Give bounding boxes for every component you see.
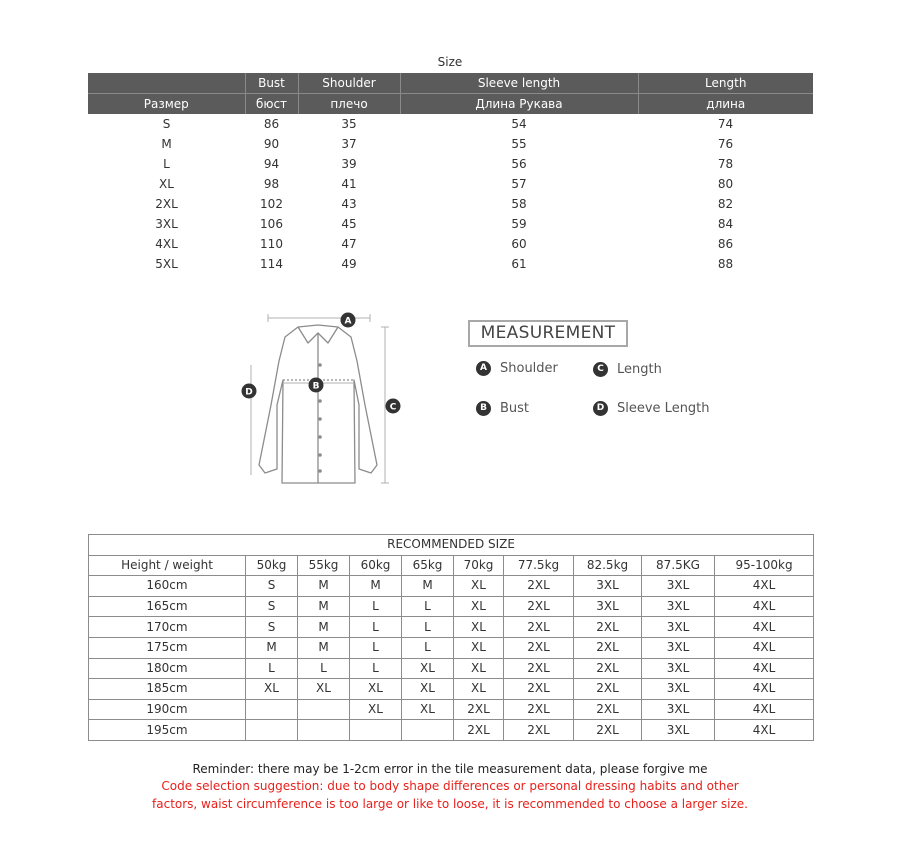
size-cell: 54: [511, 117, 527, 131]
recommended-cell: 2XL: [504, 658, 574, 679]
recommended-cell: 2XL: [504, 679, 574, 700]
size-cell: 4XL: [155, 237, 178, 251]
size-cell: 102: [260, 197, 283, 211]
recommended-cell: 2XL: [504, 637, 574, 658]
size-cell: 61: [511, 257, 527, 271]
size-cell: 58: [511, 197, 527, 211]
recommended-cell: M: [246, 637, 298, 658]
recommended-cell: S: [246, 617, 298, 638]
recommended-cell: 3XL: [642, 699, 715, 720]
size-row: [88, 114, 813, 134]
recommended-cell: 2XL: [574, 617, 642, 638]
recommended-cell: [298, 720, 350, 741]
size-cell: 84: [717, 217, 734, 231]
size-cell: 82: [717, 197, 734, 211]
recommended-cell: 3XL: [642, 576, 715, 597]
size-cell: 2XL: [155, 197, 178, 211]
svg-text:A: A: [344, 316, 352, 327]
recommended-cell: L: [350, 617, 402, 638]
recommended-cell: XL: [454, 658, 504, 679]
size-cell: 35: [341, 117, 357, 131]
recommended-cell: L: [402, 617, 454, 638]
recommended-cell: 185cm: [89, 679, 246, 700]
recommended-cell: S: [246, 596, 298, 617]
recommended-cell: XL: [454, 576, 504, 597]
size-cell: M: [161, 137, 172, 151]
recommended-header-row: [89, 555, 814, 576]
size-cell: 43: [341, 197, 357, 211]
suggestion-text-line1: Code selection suggestion: due to body shape differences or personal dressing habits and other: [161, 779, 739, 793]
recommended-cell: 165cm: [89, 596, 246, 617]
recommended-cell: L: [350, 596, 402, 617]
svg-text:D: D: [245, 387, 253, 398]
size-header-ru: [88, 94, 813, 115]
size-cell: 74: [717, 117, 734, 131]
header-cell: Размер: [88, 94, 245, 115]
header-cell: плечо: [298, 94, 400, 115]
recommended-header-cell: 82.5kg: [574, 555, 642, 576]
svg-text:B: B: [312, 381, 320, 392]
recommended-header-cell: 50kg: [246, 555, 298, 576]
recommended-cell: 3XL: [642, 720, 715, 741]
size-cell: 57: [511, 177, 527, 191]
recommended-cell: XL: [454, 637, 504, 658]
size-cell: 78: [717, 157, 734, 171]
recommended-header-cell: 95-100kg: [715, 555, 814, 576]
size-row: [88, 174, 813, 194]
legend-bust: [476, 401, 529, 416]
svg-text:C: C: [389, 402, 397, 413]
header-cell: Shoulder: [298, 73, 400, 94]
recommended-header-cell: 70kg: [454, 555, 504, 576]
size-cell: 94: [263, 157, 280, 171]
badge-d-icon: [242, 384, 257, 399]
recommended-cell: XL: [350, 679, 402, 700]
size-cell: 90: [263, 137, 280, 151]
recommended-cell: 2XL: [574, 679, 642, 700]
recommended-row: [89, 617, 814, 638]
recommended-cell: 2XL: [574, 658, 642, 679]
size-header-en: [88, 73, 813, 94]
recommended-cell: L: [402, 596, 454, 617]
size-row: [88, 134, 813, 154]
size-cell: 88: [717, 257, 734, 271]
recommended-cell: [350, 720, 402, 741]
size-cell: 86: [717, 237, 734, 251]
recommended-row: [89, 699, 814, 720]
recommended-row: [89, 720, 814, 741]
recommended-cell: 3XL: [642, 637, 715, 658]
recommended-cell: 4XL: [715, 637, 814, 658]
size-cell: 47: [341, 237, 357, 251]
badge-d-icon: D: [593, 401, 608, 416]
recommended-cell: 195cm: [89, 720, 246, 741]
recommended-cell: XL: [298, 679, 350, 700]
recommended-cell: 160cm: [89, 576, 246, 597]
recommended-cell: L: [298, 658, 350, 679]
badge-b-icon: B: [476, 401, 491, 416]
size-cell: 55: [511, 137, 527, 151]
legend-shoulder: [476, 361, 558, 376]
recommended-cell: 2XL: [574, 637, 642, 658]
recommended-header-cell: 65kg: [402, 555, 454, 576]
header-cell: бюст: [245, 94, 298, 115]
recommended-header-cell: 55kg: [298, 555, 350, 576]
recommended-cell: XL: [454, 596, 504, 617]
recommended-row: [89, 658, 814, 679]
legend-label: Bust: [500, 401, 530, 416]
size-row: [88, 154, 813, 174]
recommended-row: [89, 637, 814, 658]
size-cell: 110: [260, 237, 283, 251]
shirt-diagram: [225, 305, 415, 495]
suggestion-text-line2: factors, waist circumference is too large or like to loose, it is recommended to choose a larger size.: [152, 797, 748, 811]
size-cell: 86: [263, 117, 280, 131]
recommended-cell: 2XL: [454, 720, 504, 741]
recommended-cell: 190cm: [89, 699, 246, 720]
size-cell: S: [162, 117, 171, 131]
recommended-cell: [246, 699, 298, 720]
recommended-cell: L: [402, 637, 454, 658]
size-row: [88, 194, 813, 214]
size-cell: 80: [717, 177, 734, 191]
size-cell: 106: [260, 217, 283, 231]
size-row: [88, 254, 813, 274]
recommended-title: RECOMMENDED SIZE: [89, 535, 814, 556]
recommended-header-cell: 60kg: [350, 555, 402, 576]
size-chart-title: Size: [437, 55, 463, 69]
recommended-cell: XL: [350, 699, 402, 720]
size-cell: 59: [511, 217, 527, 231]
legend-length: [593, 362, 662, 377]
size-cell: XL: [159, 177, 174, 191]
header-cell: Length: [638, 73, 813, 94]
legend-label: Sleeve Length: [617, 401, 710, 416]
recommended-cell: 3XL: [642, 596, 715, 617]
recommended-cell: XL: [402, 658, 454, 679]
legend-label: Shoulder: [500, 361, 558, 376]
shirt-outline-icon: [259, 325, 377, 483]
recommended-cell: M: [350, 576, 402, 597]
header-cell: Bust: [245, 73, 298, 94]
recommended-cell: 4XL: [715, 596, 814, 617]
recommended-row: [89, 679, 814, 700]
recommended-cell: M: [402, 576, 454, 597]
recommended-cell: 3XL: [642, 617, 715, 638]
recommended-cell: 2XL: [504, 596, 574, 617]
recommended-cell: XL: [454, 617, 504, 638]
badge-a-icon: [341, 313, 356, 328]
size-cell: 60: [511, 237, 527, 251]
recommended-row: [89, 596, 814, 617]
size-cell: 114: [260, 257, 283, 271]
recommended-cell: [246, 720, 298, 741]
size-row: [88, 214, 813, 234]
reminder-text: Reminder: there may be 1-2cm error in the tile measurement data, please forgive me: [192, 762, 708, 776]
recommended-cell: M: [298, 617, 350, 638]
recommended-cell: 3XL: [574, 596, 642, 617]
recommended-cell: L: [246, 658, 298, 679]
badge-b-icon: [309, 378, 324, 393]
recommended-cell: 2XL: [504, 699, 574, 720]
legend-label: Length: [617, 362, 662, 377]
recommended-cell: 4XL: [715, 679, 814, 700]
header-cell: [88, 73, 245, 94]
size-cell: 37: [341, 137, 357, 151]
recommended-cell: XL: [402, 699, 454, 720]
badge-c-icon: C: [593, 362, 608, 377]
header-cell: Длина Рукава: [400, 94, 638, 115]
recommended-cell: 4XL: [715, 658, 814, 679]
recommended-cell: XL: [402, 679, 454, 700]
recommended-header-cell: Height / weight: [89, 555, 246, 576]
recommended-cell: 180cm: [89, 658, 246, 679]
badge-a-icon: A: [476, 361, 491, 376]
size-cell: 3XL: [155, 217, 178, 231]
recommended-cell: M: [298, 637, 350, 658]
recommended-cell: M: [298, 576, 350, 597]
recommended-cell: 170cm: [89, 617, 246, 638]
size-cell: 5XL: [155, 257, 178, 271]
recommended-cell: 3XL: [574, 576, 642, 597]
recommended-cell: 3XL: [642, 679, 715, 700]
recommended-cell: 2XL: [574, 699, 642, 720]
recommended-row: [89, 576, 814, 597]
size-cell: L: [163, 157, 170, 171]
recommended-cell: M: [298, 596, 350, 617]
header-cell: длина: [638, 94, 813, 115]
recommended-title-row: [89, 535, 814, 556]
recommended-cell: 175cm: [89, 637, 246, 658]
recommended-cell: 3XL: [642, 658, 715, 679]
size-row: [88, 234, 813, 254]
recommended-cell: 2XL: [574, 720, 642, 741]
recommended-cell: XL: [454, 679, 504, 700]
recommended-cell: [298, 699, 350, 720]
size-chart-table: [88, 73, 813, 274]
measurement-title: MEASUREMENT: [468, 320, 628, 347]
size-cell: 98: [263, 177, 280, 191]
recommended-cell: [402, 720, 454, 741]
recommended-cell: XL: [246, 679, 298, 700]
recommended-cell: 4XL: [715, 720, 814, 741]
recommended-cell: 2XL: [504, 720, 574, 741]
recommended-cell: 4XL: [715, 617, 814, 638]
size-cell: 49: [341, 257, 357, 271]
recommended-header-cell: 77.5kg: [504, 555, 574, 576]
recommended-cell: L: [350, 658, 402, 679]
recommended-cell: 2XL: [454, 699, 504, 720]
header-cell: Sleeve length: [400, 73, 638, 94]
recommended-cell: 2XL: [504, 576, 574, 597]
size-cell: 41: [341, 177, 357, 191]
size-cell: 56: [511, 157, 527, 171]
recommended-size-table: [88, 534, 814, 741]
legend-sleeve-length: [593, 401, 710, 416]
badge-c-icon: [386, 399, 401, 414]
size-cell: 76: [717, 137, 734, 151]
size-cell: 39: [341, 157, 357, 171]
recommended-header-cell: 87.5KG: [642, 555, 715, 576]
recommended-cell: 4XL: [715, 699, 814, 720]
recommended-cell: S: [246, 576, 298, 597]
recommended-cell: L: [350, 637, 402, 658]
size-cell: 45: [341, 217, 357, 231]
recommended-cell: 4XL: [715, 576, 814, 597]
recommended-cell: 2XL: [504, 617, 574, 638]
